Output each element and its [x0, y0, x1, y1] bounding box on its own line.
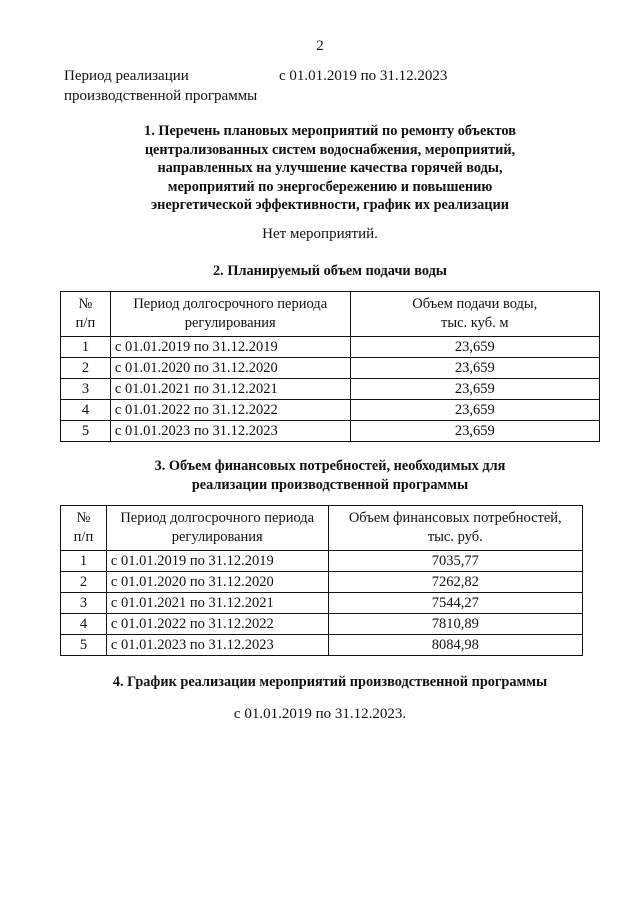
- section3-title-line: 3. Объем финансовых потребностей, необходимых для: [154, 458, 506, 474]
- row-value: 7810,89: [328, 614, 582, 635]
- row-num: 1: [61, 337, 111, 358]
- table-header-row: [61, 292, 600, 337]
- table-row: [61, 551, 583, 572]
- section3-title: [60, 457, 600, 494]
- row-value: 23,659: [350, 337, 599, 358]
- section1-title-line: направленных на улучшение качества горячей воды,: [157, 160, 503, 176]
- table-row: [61, 379, 600, 400]
- period-label-line1: Период реализации: [64, 68, 189, 84]
- section2-title: 2. Планируемый объем подачи воды: [213, 263, 447, 279]
- financial-needs-table: [60, 505, 583, 656]
- row-num: 5: [61, 635, 107, 656]
- section3-title-line: реализации производственной программы: [191, 476, 469, 493]
- header-num: № п/п: [61, 506, 107, 551]
- row-num: 4: [61, 614, 107, 635]
- row-period: с 01.01.2023 по 31.12.2023: [110, 421, 350, 442]
- header-value: Объем финансовых потребностей, тыс. руб.: [328, 506, 582, 551]
- row-period: с 01.01.2019 по 31.12.2019: [110, 337, 350, 358]
- row-period: с 01.01.2022 по 31.12.2022: [110, 400, 350, 421]
- table-row: [61, 572, 583, 593]
- section1-title: [60, 122, 600, 215]
- row-value: 7035,77: [328, 551, 582, 572]
- row-num: 2: [61, 572, 107, 593]
- row-num: 3: [61, 593, 107, 614]
- period-value: с 01.01.2019 по 31.12.2023: [279, 68, 448, 84]
- table-row: [61, 400, 600, 421]
- row-num: 5: [61, 421, 111, 442]
- table-row: [61, 635, 583, 656]
- section1-title-line: мероприятий по энергосбережению и повышению: [167, 178, 493, 195]
- row-period: с 01.01.2021 по 31.12.2021: [106, 593, 328, 614]
- table-row: [61, 421, 600, 442]
- section4-text: с 01.01.2019 по 31.12.2023.: [233, 706, 407, 722]
- section1-title-line: 1. Перечень плановых мероприятий по ремонту объектов: [144, 123, 516, 139]
- table-row: [61, 614, 583, 635]
- row-period: с 01.01.2023 по 31.12.2023: [106, 635, 328, 656]
- period-label: [64, 66, 257, 106]
- header-period: Период долгосрочного периода регулирования: [106, 506, 328, 551]
- period-label-line2: производственной программы: [64, 88, 258, 104]
- header-period: Период долгосрочного периода регулирования: [110, 292, 350, 337]
- row-period: с 01.01.2022 по 31.12.2022: [106, 614, 328, 635]
- table-row: [61, 337, 600, 358]
- row-period: с 01.01.2020 по 31.12.2020: [110, 358, 350, 379]
- page-number: 2: [316, 38, 324, 54]
- header-num: № п/п: [61, 292, 111, 337]
- row-period: с 01.01.2021 по 31.12.2021: [110, 379, 350, 400]
- row-value: 23,659: [350, 421, 599, 442]
- row-num: 4: [61, 400, 111, 421]
- row-num: 1: [61, 551, 107, 572]
- section4-title: 4. График реализации мероприятий производственной программы: [112, 674, 548, 690]
- row-num: 3: [61, 379, 111, 400]
- water-supply-table: [60, 291, 600, 442]
- section1-title-line: энергетической эффективности, график их реализации: [150, 197, 510, 213]
- table-header-row: [61, 506, 583, 551]
- header-value: Объем подачи воды, тыс. куб. м: [350, 292, 599, 337]
- row-period: с 01.01.2019 по 31.12.2019: [106, 551, 328, 572]
- row-value: 23,659: [350, 358, 599, 379]
- row-num: 2: [61, 358, 111, 379]
- row-value: 7262,82: [328, 572, 582, 593]
- table-row: [61, 358, 600, 379]
- row-value: 23,659: [350, 400, 599, 421]
- section1-text: Нет мероприятий.: [262, 226, 378, 242]
- row-value: 23,659: [350, 379, 599, 400]
- row-value: 7544,27: [328, 593, 582, 614]
- section1-title-line: централизованных систем водоснабжения, мероприятий,: [144, 141, 516, 158]
- table-row: [61, 593, 583, 614]
- row-value: 8084,98: [328, 635, 582, 656]
- row-period: с 01.01.2020 по 31.12.2020: [106, 572, 328, 593]
